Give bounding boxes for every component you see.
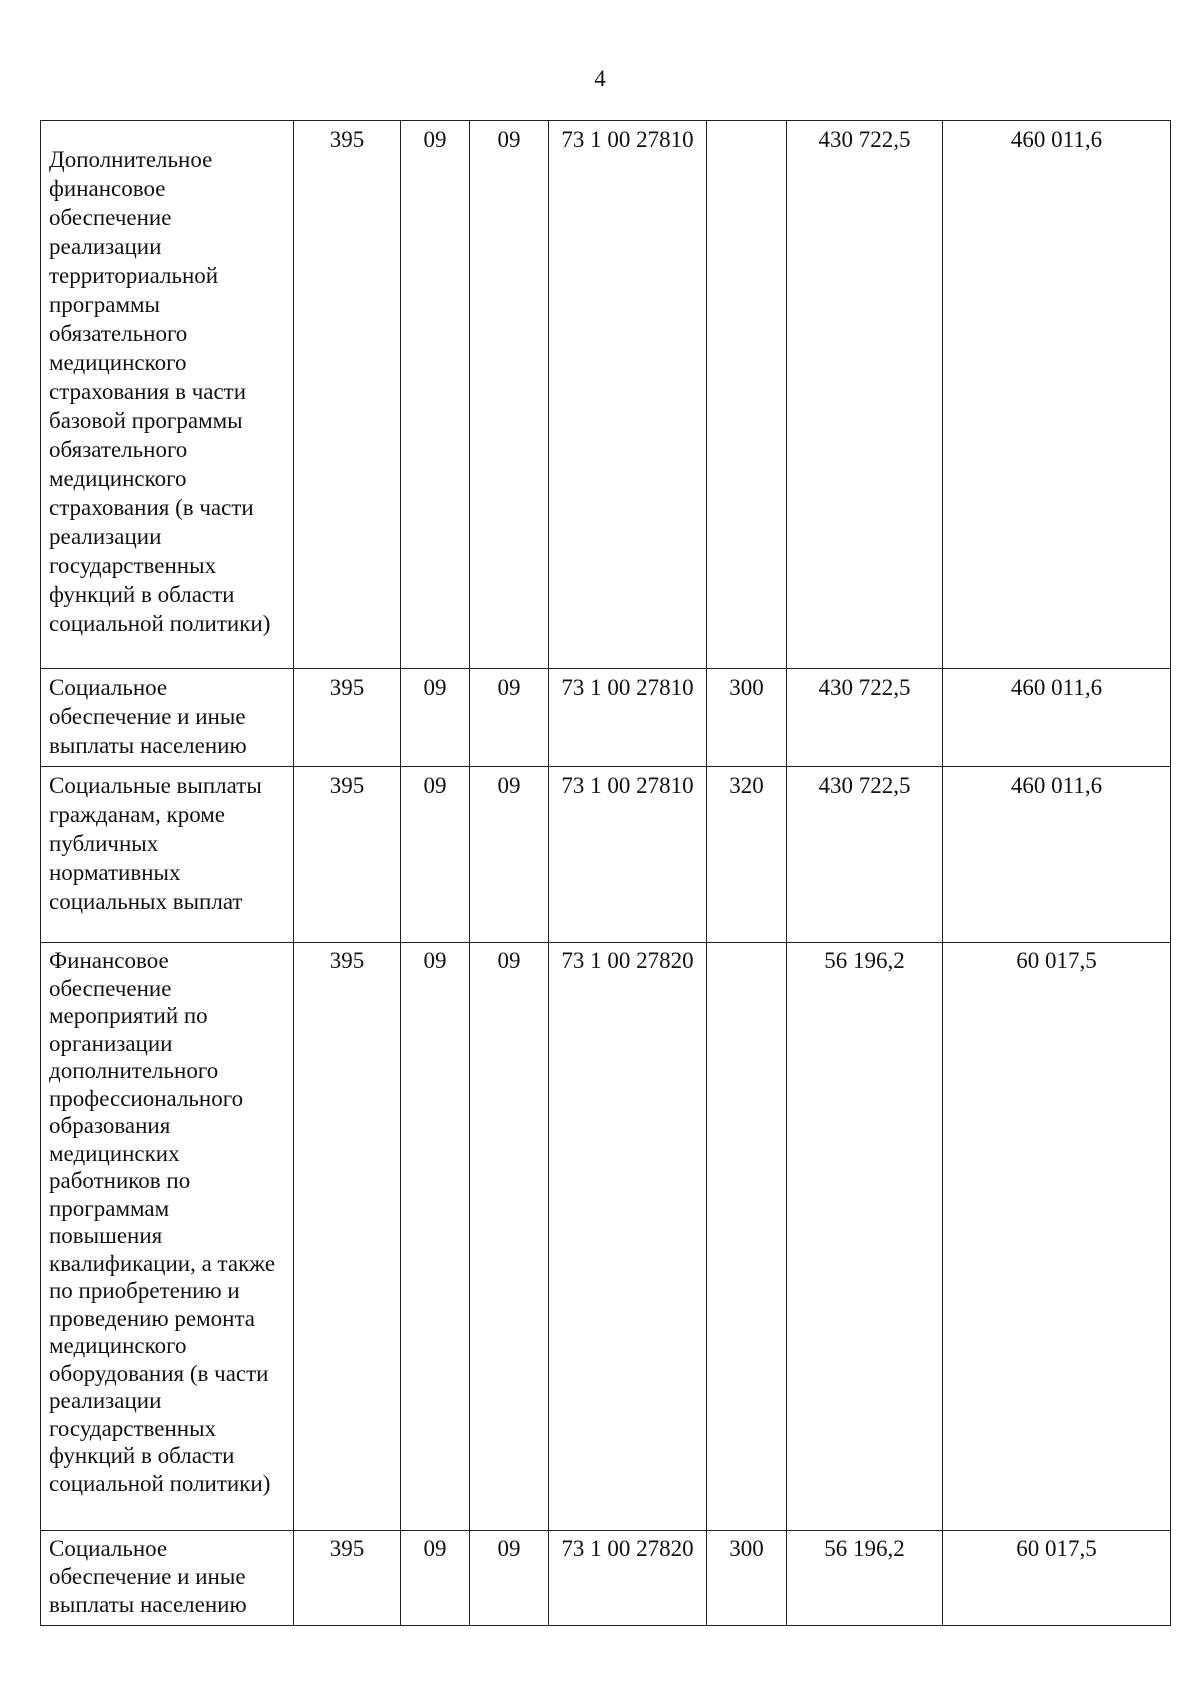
amount-second-year-cell: 60 017,5: [943, 1531, 1171, 1626]
target-code-cell: 73 1 00 27810: [549, 767, 707, 943]
ministry-code-cell: 395: [294, 669, 401, 767]
table-row: [41, 943, 1171, 1531]
table-row: [41, 121, 1171, 669]
amount-second-year-cell: 460 011,6: [943, 767, 1171, 943]
row-name-cell: Финансовое обеспечение мероприятий по организации дополнительного профессионального образования медицинских работников по программам повышения квалификации, а также по приобретению и проведению ремонта медицинского оборудования (в части реализации государственных функций в области социальной политики): [41, 943, 294, 1531]
section-code-cell: 09: [401, 943, 470, 1531]
subsection-code-cell: 09: [470, 1531, 549, 1626]
target-code-cell: 73 1 00 27810: [549, 669, 707, 767]
expense-type-cell: 300: [707, 1531, 787, 1626]
page-number: 4: [594, 66, 606, 91]
amount-first-year-cell: 56 196,2: [787, 1531, 943, 1626]
row-name-cell: Социальные выплаты гражданам, кроме публичных нормативных социальных выплат: [41, 767, 294, 943]
target-code-cell: 73 1 00 27810: [549, 121, 707, 669]
amount-first-year-cell: 430 722,5: [787, 669, 943, 767]
ministry-code-cell: 395: [294, 943, 401, 1531]
table-row: [41, 1531, 1171, 1626]
ministry-code-cell: 395: [294, 767, 401, 943]
subsection-code-cell: 09: [470, 121, 549, 669]
section-code-cell: 09: [401, 767, 470, 943]
amount-first-year-cell: 430 722,5: [787, 121, 943, 669]
ministry-code-cell: 395: [294, 121, 401, 669]
expense-type-cell: [707, 121, 787, 669]
amount-first-year-cell: 56 196,2: [787, 943, 943, 1531]
row-name-cell: Социальное обеспечение и иные выплаты населению: [41, 669, 294, 767]
amount-second-year-cell: 460 011,6: [943, 669, 1171, 767]
expense-type-cell: [707, 943, 787, 1531]
expense-type-cell: 300: [707, 669, 787, 767]
section-code-cell: 09: [401, 1531, 470, 1626]
section-code-cell: 09: [401, 121, 470, 669]
amount-first-year-cell: 430 722,5: [787, 767, 943, 943]
amount-second-year-cell: 460 011,6: [943, 121, 1171, 669]
expense-type-cell: 320: [707, 767, 787, 943]
ministry-code-cell: 395: [294, 1531, 401, 1626]
section-code-cell: 09: [401, 669, 470, 767]
subsection-code-cell: 09: [470, 943, 549, 1531]
amount-second-year-cell: 60 017,5: [943, 943, 1171, 1531]
target-code-cell: 73 1 00 27820: [549, 1531, 707, 1626]
row-name-cell: Дополнительное финансовое обеспечение реализации территориальной программы обязательного медицинского страхования в части базовой программы обязательного медицинского страхования (в части реализации государственных функций в области социальной политики): [41, 121, 294, 669]
subsection-code-cell: 09: [470, 669, 549, 767]
row-name-cell: Социальное обеспечение и иные выплаты населению: [41, 1531, 294, 1626]
table-row: [41, 767, 1171, 943]
table-row: [41, 669, 1171, 767]
target-code-cell: 73 1 00 27820: [549, 943, 707, 1531]
budget-table: [40, 120, 1171, 1626]
subsection-code-cell: 09: [470, 767, 549, 943]
